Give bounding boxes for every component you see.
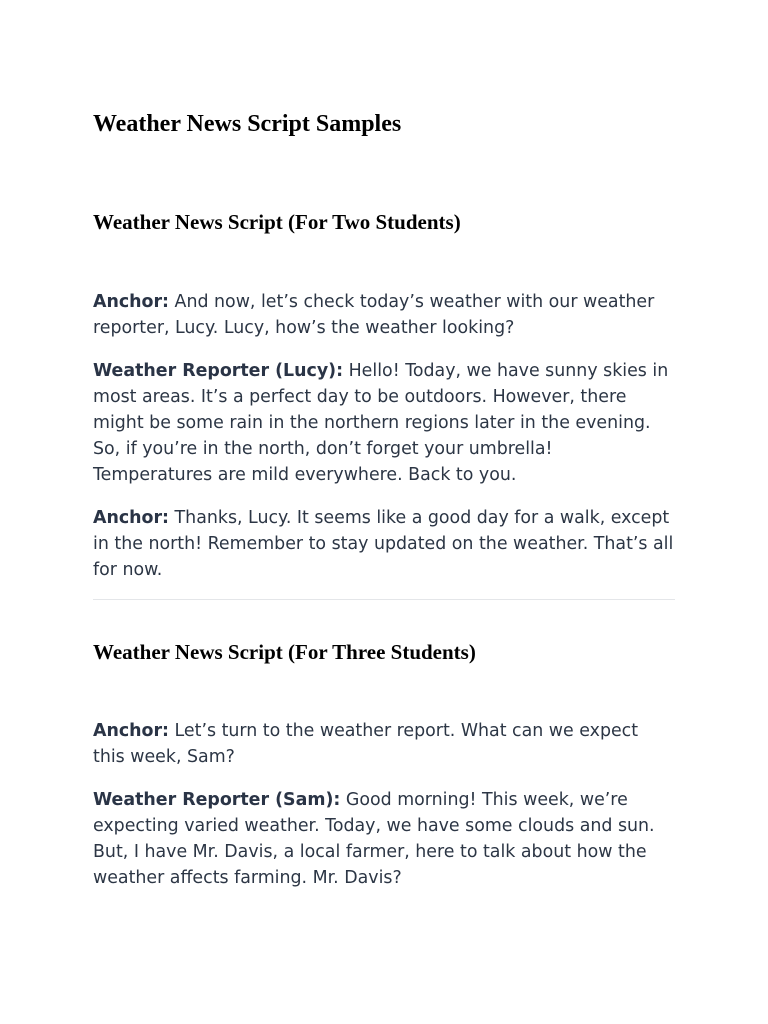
script-line (93, 358, 675, 488)
document-title: Weather News Script Samples (93, 111, 402, 137)
speaker-label: Weather Reporter (Lucy): (93, 361, 344, 381)
script-line (93, 787, 675, 891)
script-line-text: And now, let’s check today’s weather with our weather reporter, Lucy. Lucy, how’s the weather looking? (93, 292, 655, 338)
speaker-label: Weather Reporter (Sam): (93, 790, 341, 810)
speaker-label: Anchor: (93, 292, 170, 312)
script-line-text: Good morning! This week, we’re expecting varied weather. Today, we have some clouds and sun. But, I have Mr. Davis, a local farmer, here to talk about how the weather affects farming. Mr. Davis? (93, 790, 655, 888)
speaker-label: Anchor: (93, 721, 170, 741)
script-line (93, 505, 675, 583)
script-line-text: Hello! Today, we have sunny skies in most areas. It’s a perfect day to be outdoors. However, there might be some rain in the northern regions later in the evening. So, if you’re in the north, don’t forget your umbrella! Temperatures are mild everywhere. Back to you. (93, 361, 669, 485)
section-heading-two-students: Weather News Script (For Two Students) (93, 210, 461, 234)
script-line (93, 718, 675, 770)
script-line (93, 289, 675, 341)
speaker-label: Anchor: (93, 508, 170, 528)
section-divider (93, 599, 675, 600)
section-heading-three-students: Weather News Script (For Three Students) (93, 640, 476, 664)
script-line-text: Thanks, Lucy. It seems like a good day for a walk, except in the north! Remember to stay updated on the weather. That’s all for now. (93, 508, 674, 580)
script-line-text: Let’s turn to the weather report. What can we expect this week, Sam? (93, 721, 639, 767)
